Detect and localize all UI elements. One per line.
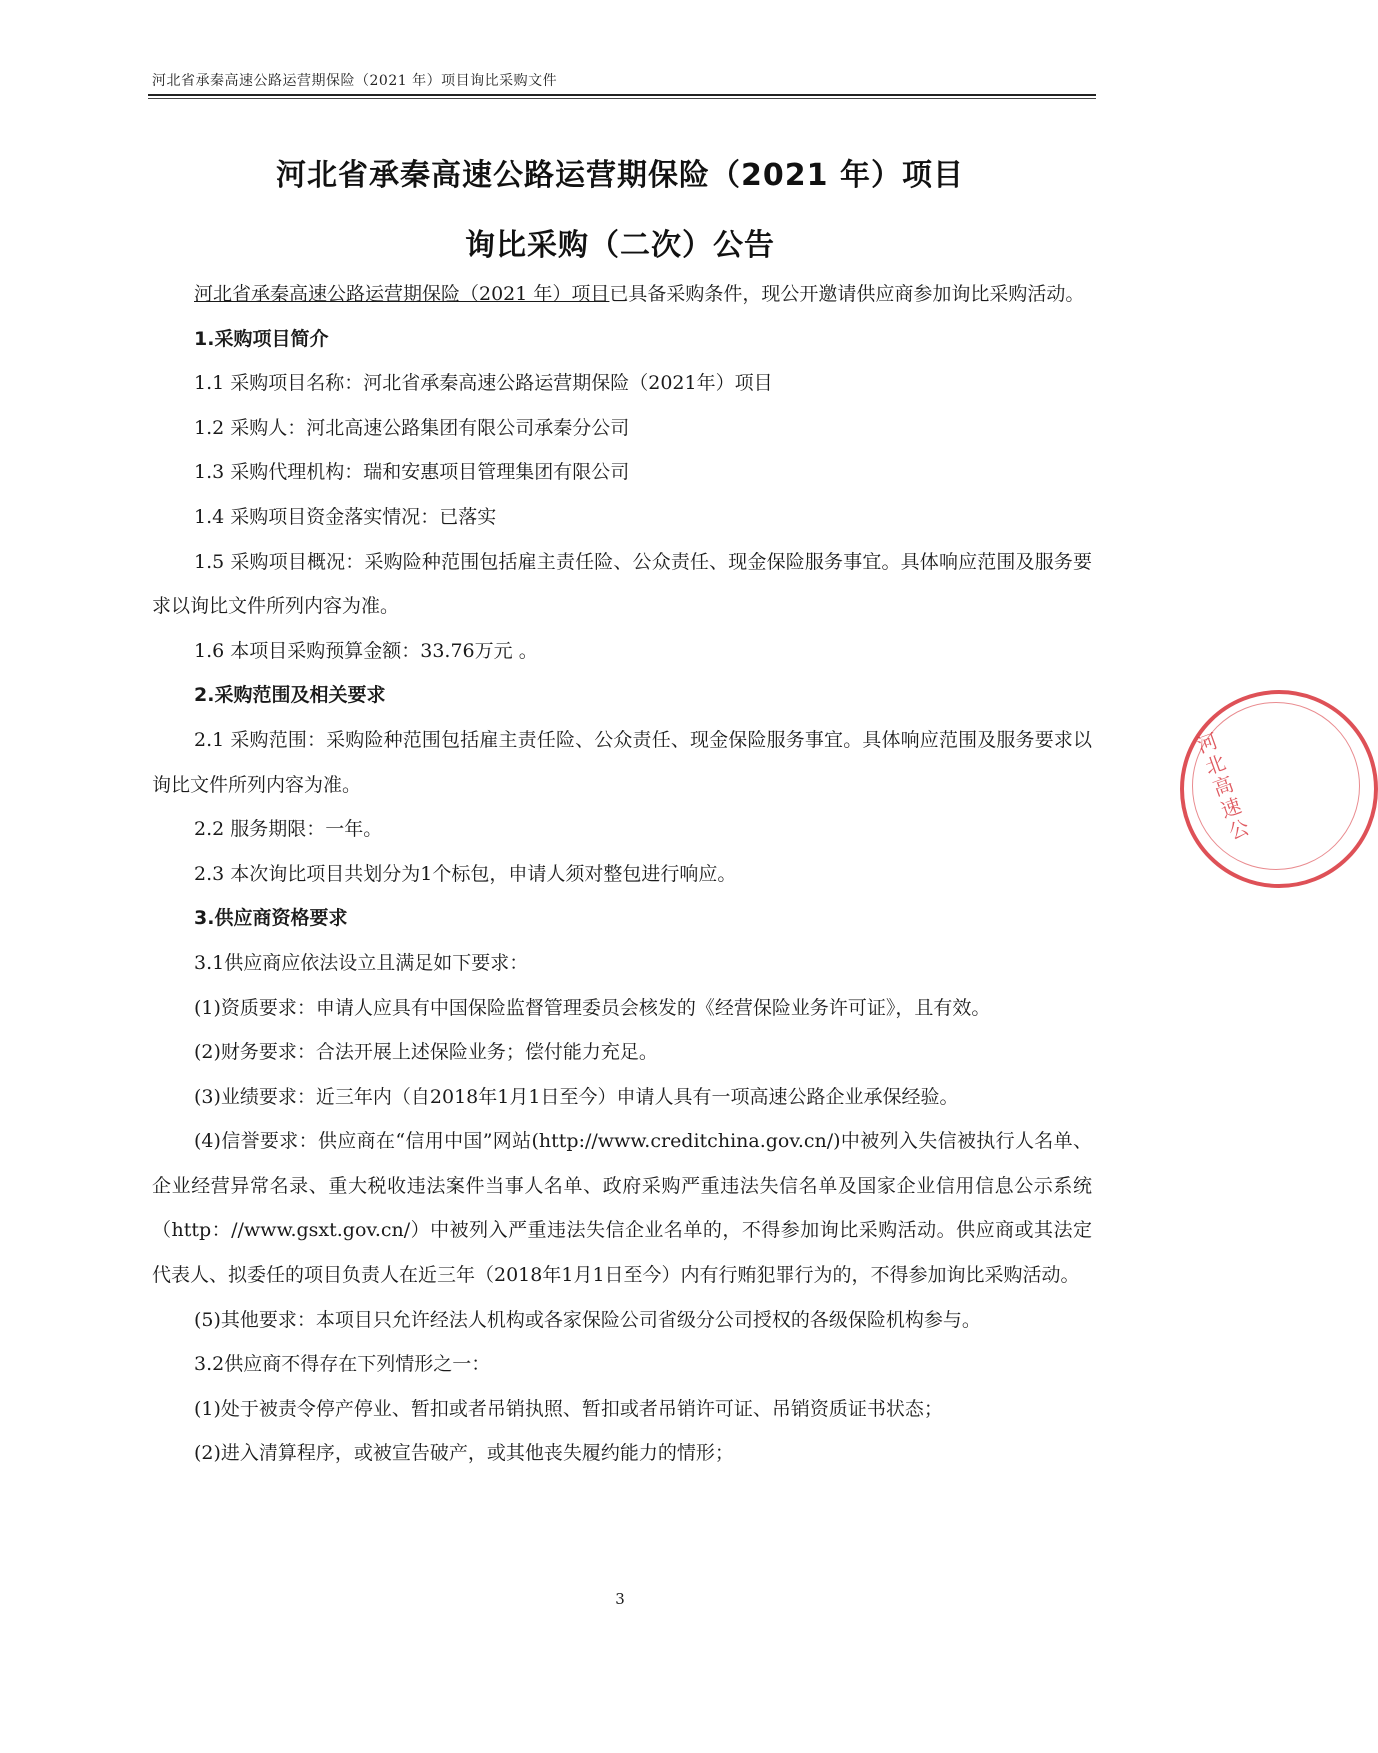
clause-1-4: 1.4 采购项目资金落实情况：已落实: [194, 505, 497, 528]
document-title-line2: 询比采购（二次）公告: [465, 228, 775, 263]
clause-3-1: 3.1供应商应依法设立且满足如下要求：: [194, 951, 529, 974]
clause-1-2: 1.2 采购人：河北高速公路集团有限公司承秦分公司: [194, 416, 630, 439]
clause-2-3: 2.3 本次询比项目共划分为1个标包，申请人须对整包进行响应。: [194, 862, 737, 885]
intro-paragraph: [152, 272, 1092, 317]
clause-1-3: 1.3 采购代理机构：瑞和安惠项目管理集团有限公司: [194, 461, 630, 484]
document-body: [152, 272, 1092, 1476]
requirement-item: (1)资质要求：申请人应具有中国保险监督管理委员会核发的《经营保险业务许可证》，且有效。: [194, 996, 991, 1019]
clause-1-1: 1.1 采购项目名称：河北省承秦高速公路运营期保险（2021年）项目: [194, 372, 773, 395]
clause-2-2: 2.2 服务期限：一年。: [194, 818, 383, 841]
requirement-item: (2)财务要求：合法开展上述保险业务；偿付能力充足。: [194, 1041, 658, 1064]
header-divider: [148, 94, 1096, 96]
page-number: 3: [615, 1590, 625, 1608]
section-heading: 1.采购项目简介: [194, 327, 329, 350]
requirement-item: (3)业绩要求：近三年内（自2018年1月1日至今）申请人具有一项高速公路企业承保经验。: [194, 1085, 959, 1108]
clause-1-5: 1.5 采购项目概况：采购险种范围包括雇主责任险、公众责任、现金保险服务事宜。具体响应范围及服务要求以询比文件所列内容为准。: [152, 550, 1092, 618]
exclusion-item: (1)处于被责令停产停业、暂扣或者吊销执照、暂扣或者吊销许可证、吊销资质证书状态；: [194, 1397, 943, 1420]
requirement-item: (4)信誉要求：供应商在“信用中国”网站(http://www.creditchina.gov.cn/)中被列入失信被执行人名单、企业经营异常名录、重大税收违法案件当事人名单、政府采购严重违法失信名单及国家企业信用信息公示系统（http：//www.gsxt.gov.cn/）中被列入严重违法失信企业名单的，不得参加询比采购活动。供应商或其法定代表人、拟委任的项目负责人在近三年（2018年1月1日至今）内有行贿犯罪行为的，不得参加询比采购活动。: [152, 1130, 1092, 1287]
intro-text: 已具备采购条件，现公开邀请供应商参加询比采购活动。: [609, 283, 1085, 305]
section-heading: 3.供应商资格要求: [194, 907, 348, 930]
requirement-item: (5)其他要求：本项目只允许经法人机构或各家保险公司省级分公司授权的各级保险机构参与。: [194, 1308, 981, 1331]
clause-1-6: 1.6 本项目采购预算金额：33.76万元 。: [194, 639, 538, 662]
clause-2-1: 2.1 采购范围：采购险种范围包括雇主责任险、公众责任、现金保险服务事宜。具体响应范围及服务要求以询比文件所列内容为准。: [152, 728, 1092, 796]
exclusion-item: (2)进入清算程序，或被宣告破产，或其他丧失履约能力的情形；: [194, 1442, 734, 1465]
intro-project-name: 河北省承秦高速公路运营期保险（2021 年）项目: [194, 283, 610, 305]
document-title-line1: 河北省承秦高速公路运营期保险（2021 年）项目: [276, 158, 964, 193]
header-divider-thin: [148, 98, 1096, 99]
clause-3-2: 3.2供应商不得存在下列情形之一：: [194, 1353, 491, 1376]
section-heading: 2.采购范围及相关要求: [194, 684, 386, 707]
running-header: 河北省承秦高速公路运营期保险（2021 年）项目询比采购文件: [152, 73, 558, 89]
seal-text: 河北高速公: [1191, 729, 1253, 846]
